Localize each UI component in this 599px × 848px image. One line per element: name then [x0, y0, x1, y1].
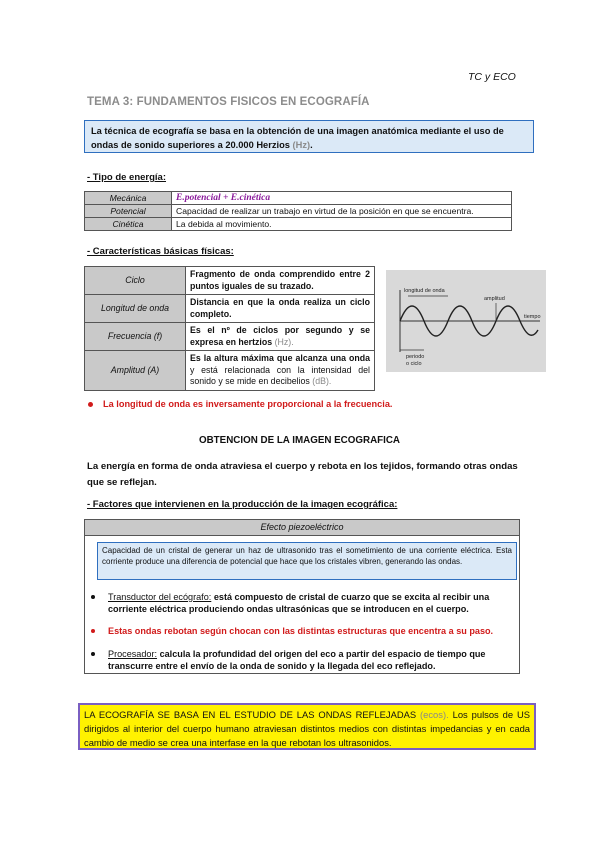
physics-label: Frecuencia (f): [85, 323, 186, 351]
frequency-text: Es el nº de ciclos por segundo y se expresa en hertzios: [190, 325, 370, 347]
item-term: Transductor del ecógrafo:: [108, 592, 212, 602]
highlight-text-3: Los pulsos de US dirigidos al interior del cuerpo humano atraviesan distintos medios con distintas impedancias y en cada cambio de medio se crea una interfase en la que rebotan los ultrasonidos.: [84, 709, 531, 748]
table-row: [85, 205, 512, 218]
label-time: tiempo: [524, 314, 541, 320]
bullet-dot: [91, 595, 95, 599]
highlight-text-2: (ecos).: [420, 709, 449, 720]
physics-heading: - Características básicas físicas:: [87, 246, 234, 257]
table-row: [85, 267, 375, 295]
piezo-definition-box: Capacidad de un cristal de generar un haz de ultrasonido tras el sometimiento de una corriente eléctrica. Esta corriente produce una diferencia de potencial que hace que los cristales vibren, generando las ondas.: [97, 542, 517, 580]
energy-table: [84, 191, 512, 231]
energy-label: Potencial: [85, 205, 172, 218]
table-row: [85, 295, 375, 323]
wave-diagram-svg: [386, 270, 546, 372]
energy-formula: E.potencial + E.cinética: [172, 192, 512, 205]
item-text: calcula la profundidad del origen del eco a partir del espacio de tiempo que transcurre entre el envío de la onda de sonido y la llegada del eco reflejado.: [108, 649, 486, 671]
bullet-dot: [91, 629, 95, 633]
table-row: [85, 323, 375, 351]
amplitude-text: Es la altura máxima que alcanza una onda: [190, 353, 370, 364]
physics-label: Ciclo: [85, 267, 186, 295]
factors-box-header: Efecto piezoeléctrico: [85, 520, 519, 536]
energy-heading: - Tipo de energía:: [87, 172, 167, 183]
intro-end: .: [310, 140, 313, 150]
physics-table: [84, 266, 375, 391]
page-title: TEMA 3: FUNDAMENTOS FISICOS EN ECOGRAFÍA: [87, 96, 370, 108]
intro-text: La técnica de ecografía se basa en la obtención de una imagen anatómica mediante el uso de ondas de sonido superiores a 20.000 Herzios: [91, 126, 504, 150]
amplitude-text-rest: y está relacionada con la intensidad del sonido y se mide en decibelios: [190, 364, 370, 387]
energy-value: Capacidad de realizar un trabajo en virtud de la posición en que se encuentra.: [172, 205, 512, 218]
item-text: está compuesto de cristal de cuarzo que se excita al recibir una corriente eléctrica produciendo ondas ultrasónicas que se introducen en el cuerpo.: [108, 592, 490, 614]
item-text: Estas ondas rebotan según chocan con las distintas estructuras que encentra a su paso.: [108, 626, 494, 636]
list-item: [108, 625, 512, 637]
intro-unit: (Hz): [292, 140, 311, 150]
table-row: [85, 351, 375, 391]
physics-value: Distancia en que la onda realiza un ciclo completo.: [186, 295, 375, 323]
physics-value: [186, 351, 375, 391]
physics-label: Longitud de onda: [85, 295, 186, 323]
red-note: [88, 399, 392, 409]
list-item: [108, 648, 512, 672]
highlight-box: [78, 703, 536, 750]
bullet-dot: [91, 652, 95, 656]
label-wavelength: longitud de onda: [404, 288, 445, 294]
frequency-unit: (Hz).: [274, 336, 294, 347]
factors-heading: - Factores que intervienen en la producción de la imagen ecográfica:: [87, 499, 398, 510]
list-item: [108, 591, 512, 615]
item-term: Procesador:: [108, 649, 158, 659]
section-heading: OBTENCION DE LA IMAGEN ECOGRAFICA: [198, 435, 401, 446]
physics-label: Amplitud (A): [85, 351, 186, 391]
energy-label: Cinética: [85, 218, 172, 231]
label-cycle: o ciclo: [406, 361, 422, 367]
intro-paragraph: La energía en forma de onda atraviesa el cuerpo y rebota en los tejidos, formando otras ondas que se reflejan.: [87, 461, 518, 488]
amplitude-unit: (dB).: [312, 376, 332, 387]
header-course-label: TC y ECO: [468, 71, 516, 83]
label-amplitude: amplitud: [484, 296, 505, 302]
intro-box: [84, 120, 534, 153]
physics-value: Fragmento de onda comprendido entre 2 puntos iguales de su trazado.: [186, 267, 375, 295]
label-period: periodo: [406, 354, 425, 360]
energy-label: Mecánica: [85, 192, 172, 205]
red-note-text: La longitud de onda es inversamente proporcional a la frecuencia.: [103, 399, 393, 409]
energy-value: La debida al movimiento.: [172, 218, 512, 231]
wave-diagram: [386, 270, 546, 372]
physics-value: [186, 323, 375, 351]
highlight-text-1: LA ECOGRAFÍA SE BASA EN EL ESTUDIO DE LAS ONDAS REFLEJADAS: [84, 709, 417, 720]
table-row: [85, 218, 512, 231]
table-row: [85, 192, 512, 205]
bullet-dot: [88, 402, 93, 407]
